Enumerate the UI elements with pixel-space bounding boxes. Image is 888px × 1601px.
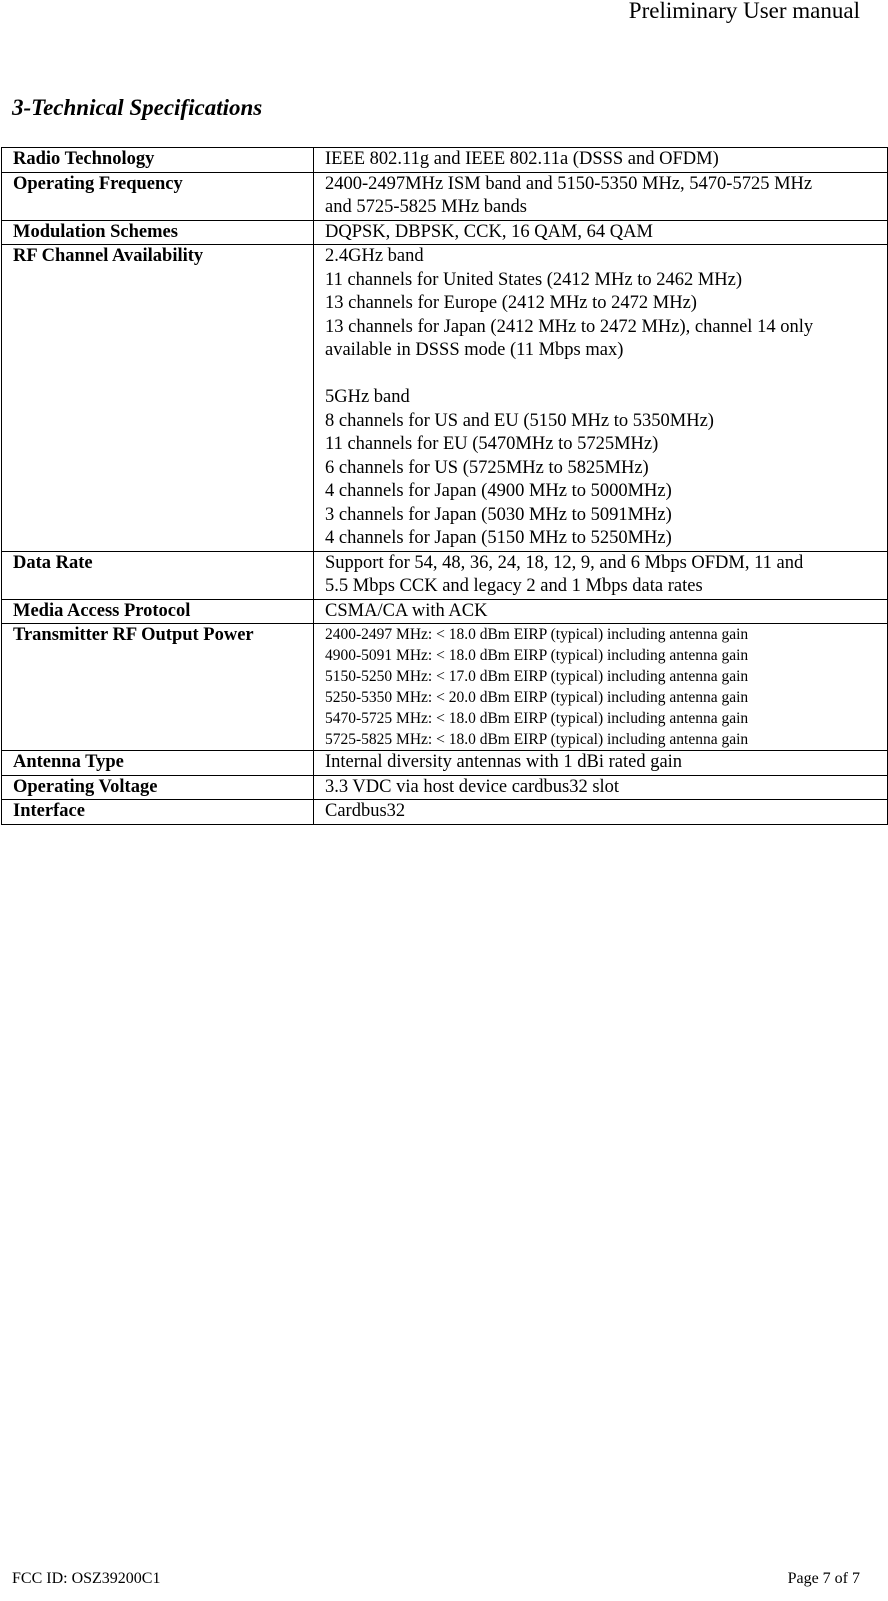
footer-page-number: Page 7 of 7 bbox=[787, 1570, 860, 1587]
spec-row bbox=[2, 775, 888, 800]
spec-value-line: 4900-5091 MHz: < 18.0 dBm EIRP (typical) including antenna gain bbox=[325, 647, 749, 664]
spec-row bbox=[2, 599, 888, 624]
spec-value-line: 4 channels for Japan (5150 MHz to 5250MHz) bbox=[325, 528, 672, 548]
page-header-title: Preliminary User manual bbox=[628, 0, 860, 23]
spec-row bbox=[2, 551, 888, 599]
spec-value-line: Cardbus32 bbox=[325, 801, 406, 821]
spec-value-line: 2400-2497 MHz: < 18.0 dBm EIRP (typical) including antenna gain bbox=[325, 626, 749, 643]
spec-value-line: 3 channels for Japan (5030 MHz to 5091MHz) bbox=[325, 504, 672, 525]
spec-value-line: 5250-5350 MHz: < 20.0 dBm EIRP (typical) including antenna gain bbox=[325, 689, 749, 706]
spec-value-line: IEEE 802.11g and IEEE 802.11a (DSSS and OFDM) bbox=[325, 149, 719, 169]
spec-value-line: 2.4GHz band bbox=[325, 246, 424, 266]
spec-value-line: 3.3 VDC via host device cardbus32 slot bbox=[325, 776, 620, 797]
spec-value-line: 13 channels for Japan (2412 MHz to 2472 MHz), channel 14 only bbox=[325, 316, 814, 337]
spec-value-line: DQPSK, DBPSK, CCK, 16 QAM, 64 QAM bbox=[325, 221, 653, 242]
spec-value-spacer bbox=[325, 363, 883, 387]
spec-value-line: and 5725-5825 MHz bands bbox=[325, 197, 527, 217]
spec-value bbox=[314, 800, 888, 825]
spec-row bbox=[2, 751, 888, 776]
spec-value-line: 5.5 Mbps CCK and legacy 2 and 1 Mbps data rates bbox=[325, 576, 703, 596]
spec-value-line: 11 channels for United States (2412 MHz to 2462 MHz) bbox=[325, 269, 743, 290]
spec-row bbox=[2, 172, 888, 220]
spec-value-line: 2400-2497MHz ISM band and 5150-5350 MHz, 5470-5725 MHz bbox=[325, 173, 813, 194]
spec-value-line: Internal diversity antennas with 1 dBi rated gain bbox=[325, 752, 683, 772]
footer-fcc-id: FCC ID: OSZ39200C1 bbox=[12, 1570, 161, 1587]
spec-row bbox=[2, 245, 888, 552]
spec-value-line: available in DSSS mode (11 Mbps max) bbox=[325, 340, 624, 360]
section-title: 3-Technical Specifications bbox=[12, 95, 263, 120]
spec-table bbox=[1, 147, 888, 825]
spec-label: Media Access Protocol bbox=[2, 599, 314, 624]
spec-row bbox=[2, 800, 888, 825]
spec-label: Transmitter RF Output Power bbox=[2, 624, 314, 751]
spec-value-line: 5GHz band bbox=[325, 387, 410, 407]
spec-label: Modulation Schemes bbox=[2, 220, 314, 245]
spec-label: Interface bbox=[2, 800, 314, 825]
spec-label: Operating Voltage bbox=[2, 775, 314, 800]
spec-value bbox=[314, 172, 888, 220]
spec-value-line: CSMA/CA with ACK bbox=[325, 600, 488, 621]
spec-row bbox=[2, 148, 888, 173]
spec-table-body bbox=[2, 148, 888, 825]
spec-value bbox=[314, 599, 888, 624]
spec-value bbox=[314, 245, 888, 552]
spec-value bbox=[314, 220, 888, 245]
spec-label: Antenna Type bbox=[2, 751, 314, 776]
spec-value bbox=[314, 775, 888, 800]
spec-value-line: 13 channels for Europe (2412 MHz to 2472 MHz) bbox=[325, 293, 697, 313]
spec-label: Data Rate bbox=[2, 551, 314, 599]
spec-value-line: 8 channels for US and EU (5150 MHz to 5350MHz) bbox=[325, 410, 714, 431]
spec-value bbox=[314, 751, 888, 776]
spec-value-line: 5725-5825 MHz: < 18.0 dBm EIRP (typical) including antenna gain bbox=[325, 731, 749, 748]
spec-value-line: Support for 54, 48, 36, 24, 18, 12, 9, and 6 Mbps OFDM, 11 and bbox=[325, 552, 804, 573]
spec-value bbox=[314, 551, 888, 599]
spec-value bbox=[314, 624, 888, 751]
spec-value bbox=[314, 148, 888, 173]
spec-label: Operating Frequency bbox=[2, 172, 314, 220]
spec-value-line: 11 channels for EU (5470MHz to 5725MHz) bbox=[325, 434, 659, 454]
spec-label: Radio Technology bbox=[2, 148, 314, 173]
spec-label: RF Channel Availability bbox=[2, 245, 314, 552]
spec-value-line: 6 channels for US (5725MHz to 5825MHz) bbox=[325, 457, 649, 478]
spec-row bbox=[2, 624, 888, 751]
spec-value-line: 4 channels for Japan (4900 MHz to 5000MHz) bbox=[325, 481, 672, 501]
spec-row bbox=[2, 220, 888, 245]
spec-value-line: 5470-5725 MHz: < 18.0 dBm EIRP (typical) including antenna gain bbox=[325, 710, 749, 727]
spec-value-line: 5150-5250 MHz: < 17.0 dBm EIRP (typical) including antenna gain bbox=[325, 668, 749, 685]
